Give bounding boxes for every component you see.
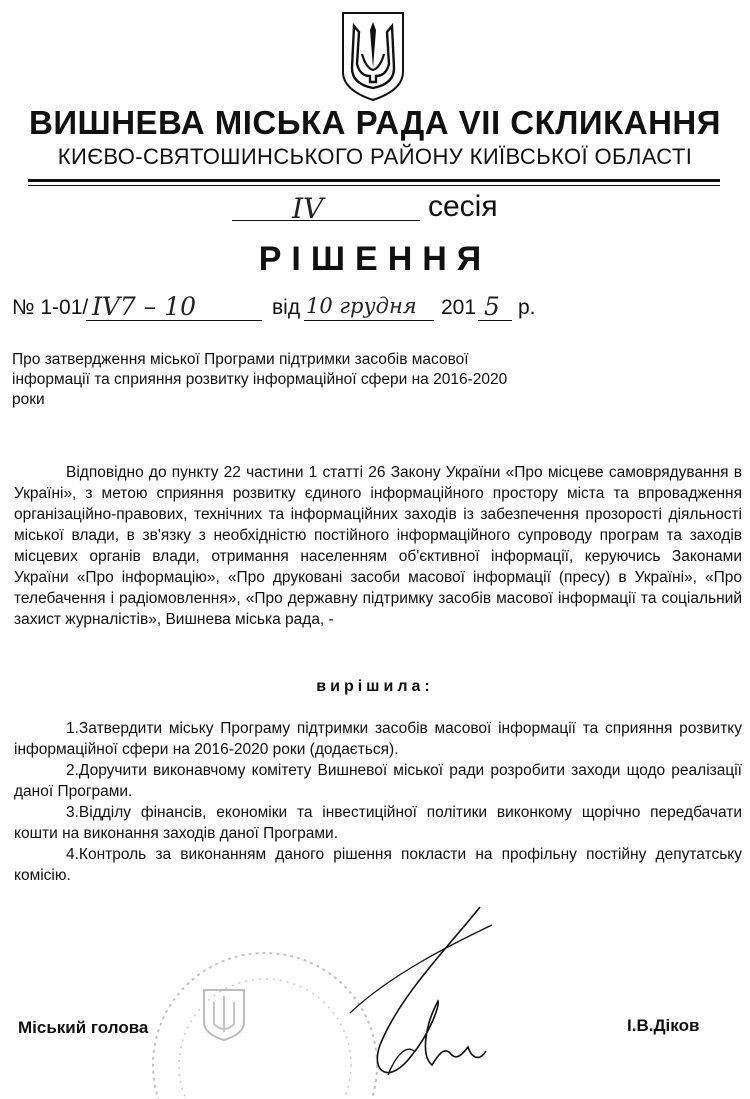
decision-item-1: 1.Затвердити міську Програму підтримки засобів масової інформації та сприяння розвитку інформаційної сфери на 2016-2020 роки (додається). [14, 720, 742, 758]
date-from-label: від [272, 296, 301, 319]
decision-subject: Про затвердження міської Програми підтримки засобів масової інформації та сприяння розвитку інформаційної сфери на 2016-2020 роки [12, 351, 508, 408]
header-divider-thin [28, 185, 720, 186]
council-name: ВИШНЕВА МІСЬКА РАДА VII СКЛИКАННЯ [29, 104, 721, 141]
resolved-heading: вирішила: [316, 678, 434, 695]
decision-item-4: 4.Контроль за виконанням даного рішення покласти на профільну постійну депутатську комісію. [14, 846, 742, 884]
year-digit-handwritten: 5 [484, 292, 500, 321]
trident-coat-of-arms-icon [340, 10, 406, 102]
header-divider-thick [28, 179, 720, 182]
district-name: КИЄВО-СВЯТОШИНСЬКОГО РАЙОНУ КИЇВСЬКОЇ ОБЛАСТІ [57, 144, 693, 169]
decision-item-2: 2.Доручити виконавчому комітету Вишневої міської ради розробити заходи щодо реалізації даної Програми. [14, 762, 742, 800]
decision-item-3: 3.Відділу фінансів, економіки та інвестиційної політики виконкому щорічно передбачати кошти на виконання заходів даної Програми. [14, 804, 742, 842]
year-prefix: 201 [441, 296, 477, 319]
document-title: РІШЕННЯ [258, 240, 492, 278]
decision-number-row [0, 290, 750, 326]
signatory-title: Міський голова [18, 1018, 149, 1037]
session-number-handwritten: IV [292, 192, 324, 225]
session-label: сесія [428, 190, 498, 223]
preamble-paragraph: Відповідно до пункту 22 частини 1 статті 26 Закону України «Про місцеве самоврядування в Україні», з метою сприяння розвитку єдиного інформаційного простору міста та впровадження організаційно-правових, технічних та інформаційних заходів із забезпечення прозорості діяльності міської влади, в зв'язку з необхідністю постійного інформаційного супроводу програм та заходів місцевих органів влади, отримання населенням об'єктивної інформації, керуючись Законами України «Про інформацію», «Про друковані засоби масової інформації (пресу) в Україні», «Про телебачення і радіомовлення», «Про державну підтримку засобів масової інформації та соціальний захист журналістів», Вишнева міська рада, - [14, 464, 742, 628]
decision-date-handwritten: 10 грудня [306, 294, 417, 318]
session-line [0, 190, 750, 230]
decision-number-prefix: № 1-01/ [12, 296, 89, 319]
year-suffix: р. [518, 296, 536, 319]
decision-items [14, 718, 742, 886]
session-number-underline [232, 220, 420, 221]
decision-number-handwritten: IV7 – 10 [92, 292, 197, 321]
mayor-signature [330, 905, 500, 1099]
signatory-name: І.В.Діков [627, 1016, 700, 1035]
